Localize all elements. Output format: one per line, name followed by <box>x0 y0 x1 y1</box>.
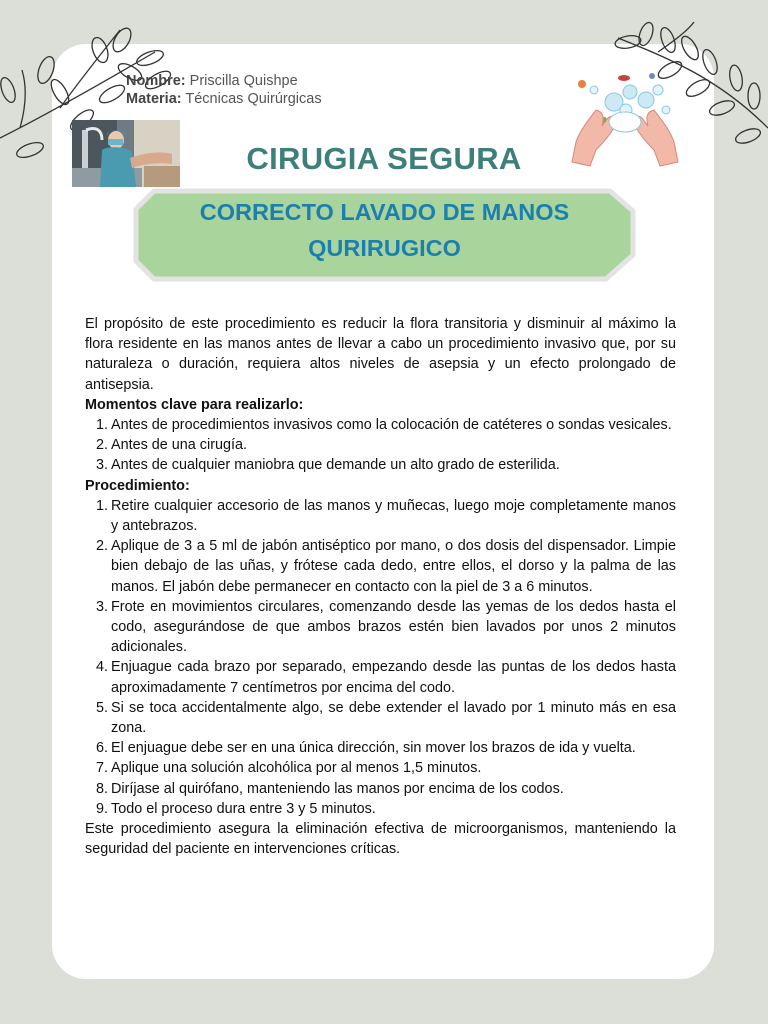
list-number: 3. <box>96 457 109 474</box>
moments-list <box>85 415 676 476</box>
list-item <box>85 415 676 435</box>
list-text: Antes de procedimientos invasivos como la colocación de catéteres o sondas vesicales. <box>111 417 672 434</box>
list-item <box>85 799 676 819</box>
list-text: Antes de una cirugía. <box>111 437 248 454</box>
conclusion-paragraph: Este procedimiento asegura la eliminación efectiva de microorganismos, manteniendo la seguridad del paciente en intervenciones críticas. <box>85 821 676 858</box>
intro-paragraph: El propósito de este procedimiento es reducir la flora transitoria y disminuir al máximo la flora residente en las manos antes de llevar a cabo un procedimiento invasivo que, por su naturaleza o duración, requiera altos niveles de asepsia y un efecto prolongado de antisepsia. <box>85 316 676 393</box>
header-meta <box>126 72 322 108</box>
page-title: CIRUGIA SEGURA <box>246 141 522 176</box>
list-number: 2. <box>96 437 109 454</box>
list-number: 8. <box>96 780 109 797</box>
document-body <box>85 314 676 859</box>
list-text: Frote en movimientos circulares, comenzando desde las yemas de los dedos hasta el codo, asegurándose de que ambos brazos estén bien lavados por unos 2 minutos adicionales. <box>111 598 676 656</box>
list-item <box>85 758 676 778</box>
list-item <box>85 698 676 738</box>
list-number: 7. <box>96 760 109 777</box>
list-item <box>85 435 676 455</box>
list-number: 3. <box>96 598 109 615</box>
name-row <box>126 72 322 90</box>
list-number: 9. <box>96 800 109 817</box>
name-label: Nombre: <box>126 73 186 89</box>
list-number: 4. <box>96 659 109 676</box>
list-number: 2. <box>96 538 109 555</box>
list-text: Todo el proceso dura entre 3 y 5 minutos. <box>111 800 376 817</box>
banner-text <box>132 194 637 266</box>
banner-line-1: CORRECTO LAVADO DE MANOS <box>199 199 570 225</box>
subject-label: Materia: <box>126 91 182 107</box>
subject-value: Técnicas Quirúrgicas <box>185 91 322 107</box>
procedure-list <box>85 496 676 819</box>
list-item <box>85 536 676 597</box>
list-number: 1. <box>96 417 109 434</box>
list-text: Aplique de 3 a 5 ml de jabón antiséptico por mano, o dos dosis del dispensador. Limpie bien debajo de las uñas, y frótese cada dedo, entre ellos, el dorso y la palma de las manos. El jabón debe permanecer en contacto con la piel de 3 a 6 minutos. <box>111 538 676 595</box>
list-text: Retire cualquier accesorio de las manos y muñecas, luego moje completamente manos y antebrazos. <box>111 497 676 535</box>
list-number: 1. <box>96 497 109 514</box>
list-item <box>85 496 676 536</box>
list-text: Aplique una solución alcohólica por al menos 1,5 minutos. <box>111 760 482 777</box>
list-item <box>85 455 676 475</box>
list-item <box>85 597 676 658</box>
moments-heading: Momentos clave para realizarlo: <box>85 396 304 413</box>
name-value: Priscilla Quishpe <box>189 73 298 89</box>
list-text: Antes de cualquier maniobra que demande un alto grado de esterilida. <box>111 457 560 474</box>
list-item <box>85 779 676 799</box>
list-number: 5. <box>96 699 109 716</box>
subject-row <box>126 90 322 108</box>
list-text: Enjuague cada brazo por separado, empezando desde las puntas de los dedos hasta aproximadamente 7 centímetros por encima del codo. <box>111 659 676 696</box>
list-item <box>85 657 676 697</box>
list-text: Diríjase al quirófano, manteniendo las manos por encima de los codos. <box>111 780 564 797</box>
procedure-heading: Procedimiento: <box>85 477 190 494</box>
list-text: El enjuague debe ser en una única dirección, sin mover los brazos de ida y vuelta. <box>111 740 636 757</box>
list-text: Si se toca accidentalmente algo, se debe extender el lavado por 1 minuto más en esa zona. <box>111 699 676 737</box>
banner-line-2: QURIRUGICO <box>308 235 461 261</box>
list-number: 6. <box>96 740 109 757</box>
list-item <box>85 738 676 758</box>
